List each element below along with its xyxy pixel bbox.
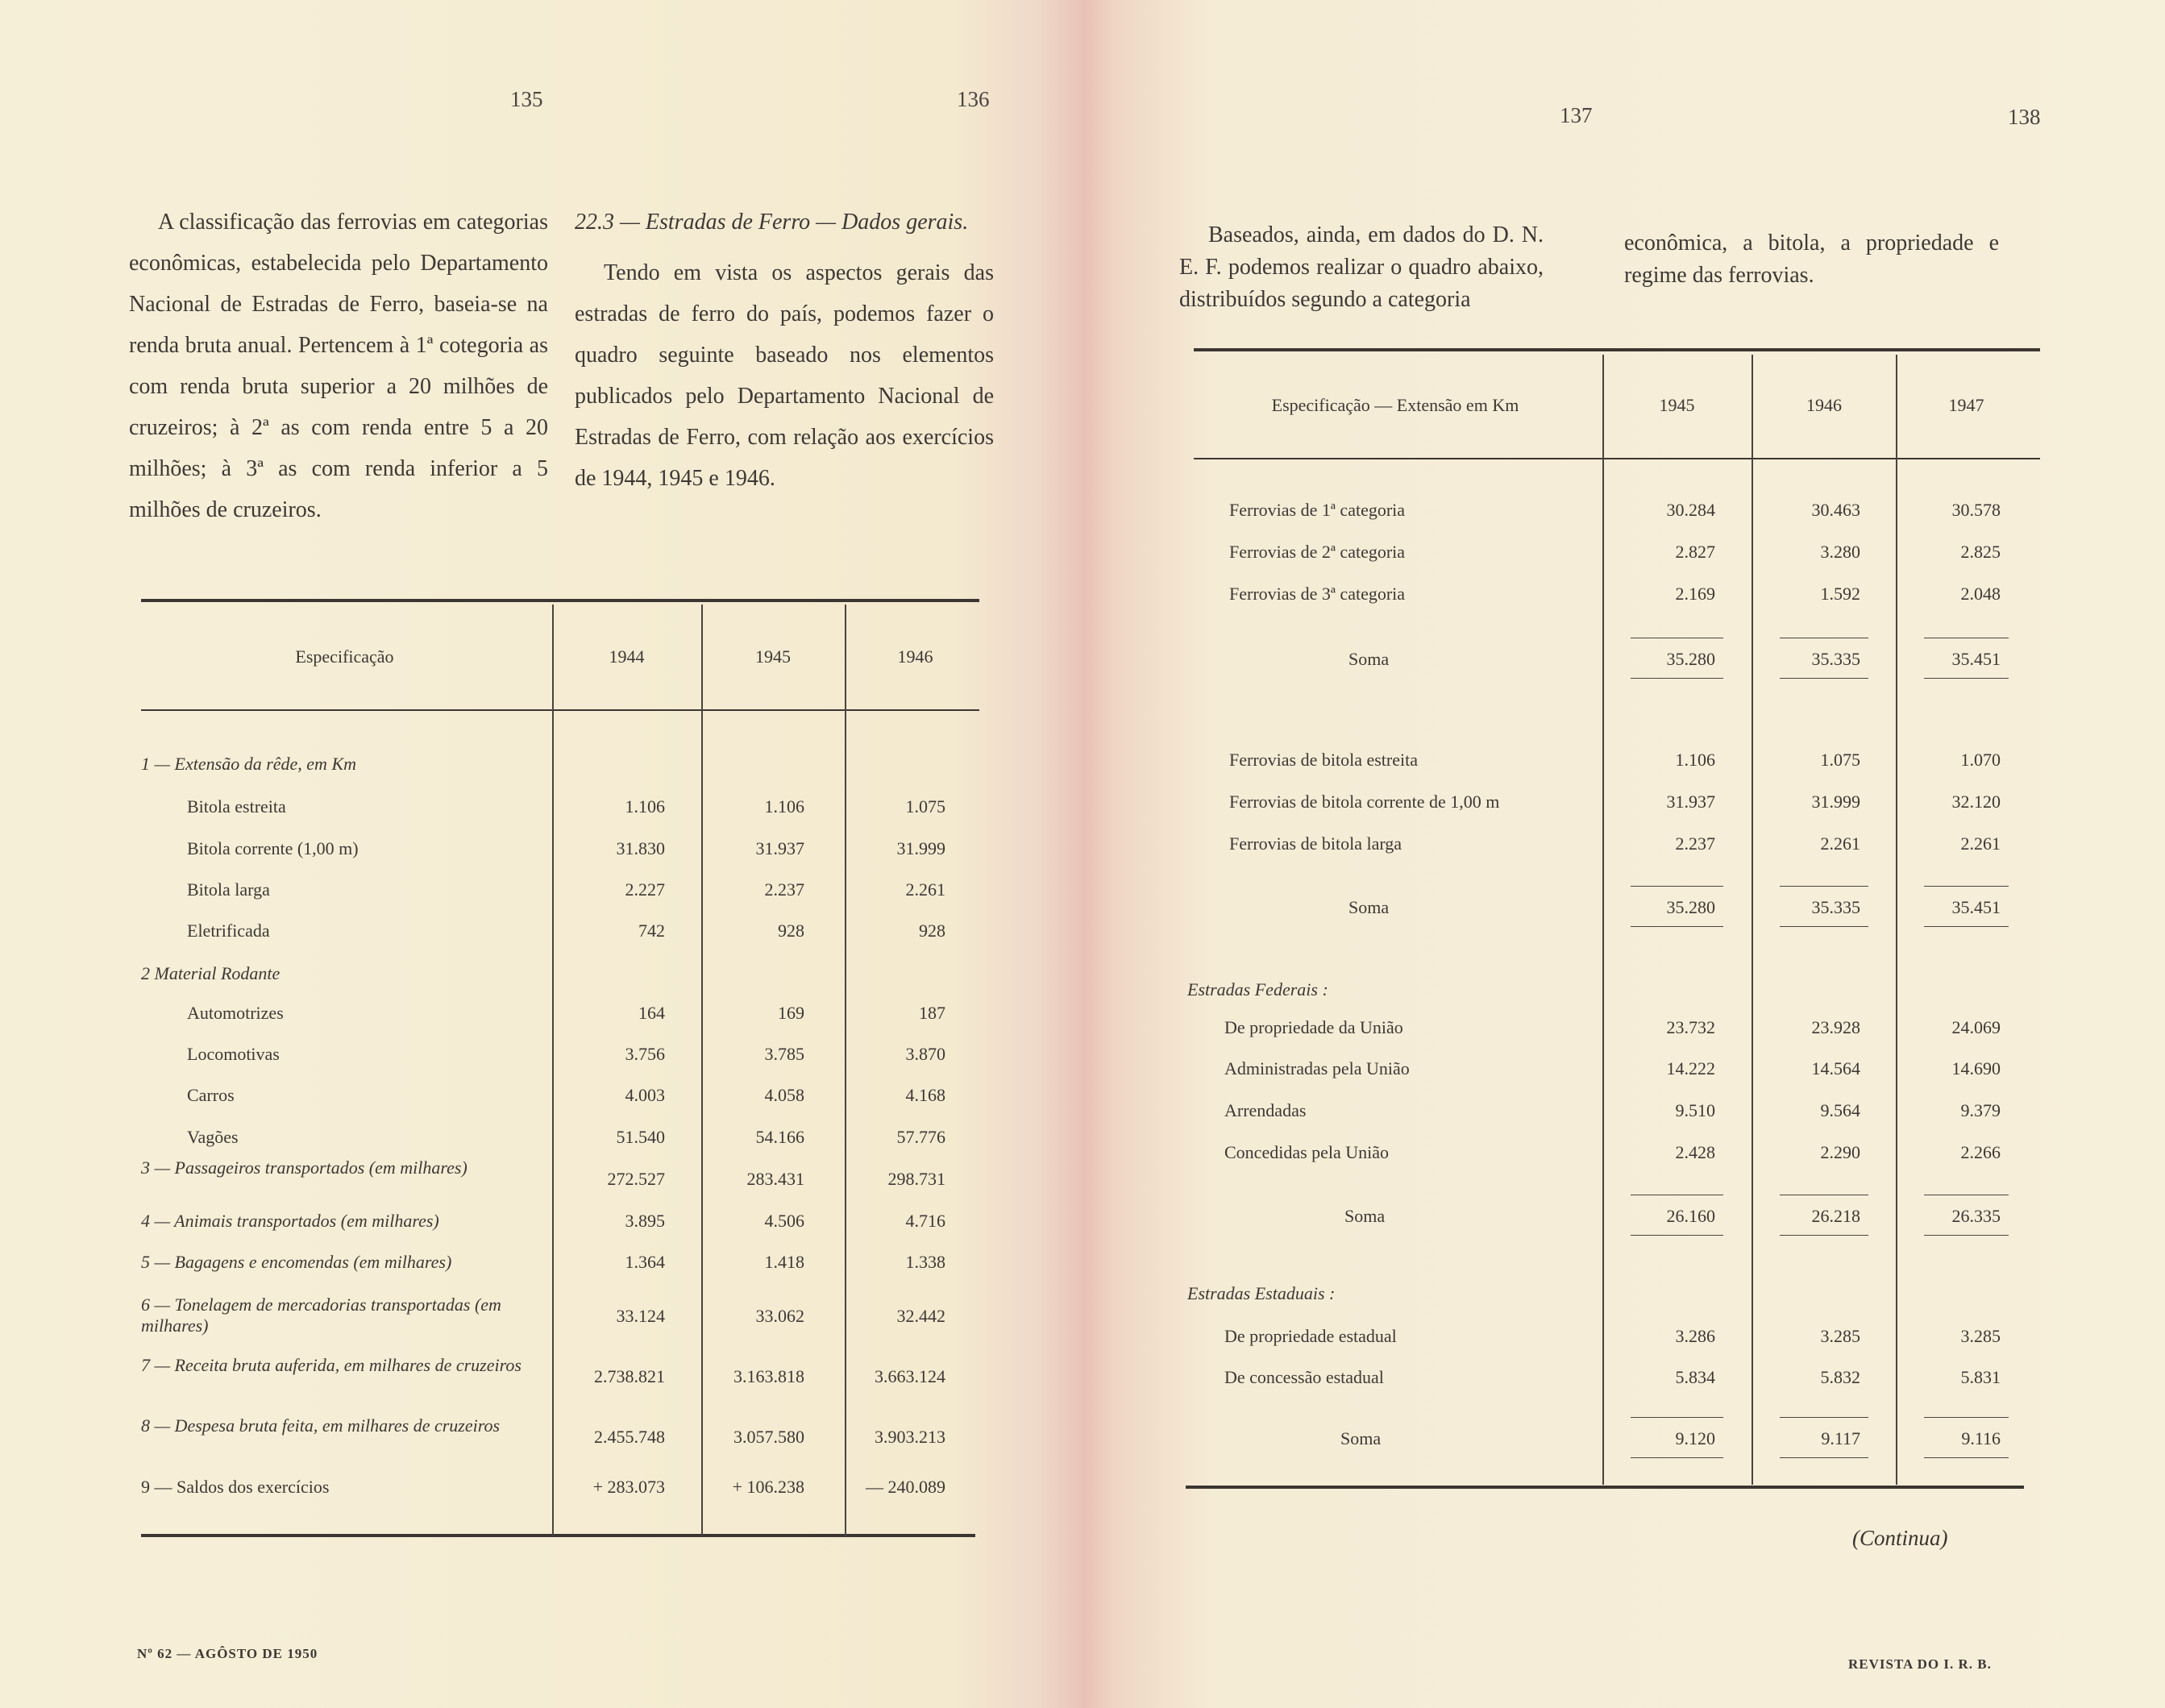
table-cell: 54.166	[755, 1127, 804, 1147]
column-header: 1947	[1948, 395, 1984, 415]
column-header: Especificação	[295, 646, 394, 667]
row-label: Vagões	[187, 1127, 239, 1147]
column-header: 1945	[1659, 395, 1695, 415]
row-label: 5 — Bagagens e encomendas (em milhares)	[141, 1252, 452, 1272]
row-label: Ferrovias de 2ª categoria	[1229, 542, 1406, 562]
table-cell: 31.999	[1811, 792, 1860, 812]
table-cell: 742	[638, 920, 665, 941]
column-header: 1944	[609, 646, 645, 667]
table-cell: 57.776	[896, 1127, 945, 1147]
table-cell: + 106.238	[732, 1477, 804, 1497]
table-cell: 9.510	[1675, 1100, 1715, 1120]
sum-rule	[1780, 926, 1868, 927]
table-rule	[1186, 1486, 2024, 1489]
sum-rule	[1631, 1235, 1723, 1236]
table-cell: 2.266	[1960, 1142, 2001, 1162]
column-header: 1946	[897, 646, 933, 667]
row-label: Eletrificada	[187, 920, 270, 941]
row-label: Bitola corrente (1,00 m)	[187, 838, 359, 858]
sum-cell: 9.120	[1675, 1428, 1715, 1448]
table-cell: 32.120	[1951, 792, 2001, 812]
table-cell: 3.895	[625, 1211, 665, 1231]
table-cell: 1.070	[1960, 750, 2001, 770]
footer: Nº 62 — AGÔSTO DE 1950	[137, 1646, 318, 1661]
table-cell: 33.124	[616, 1306, 665, 1326]
table-cell: 32.442	[896, 1306, 945, 1326]
paragraph: econômica, a bitola, a propriedade e regime das ferrovias.	[1624, 231, 1999, 288]
table-cell: 3.057.580	[733, 1427, 804, 1447]
sum-cell: 9.117	[1821, 1428, 1860, 1448]
sum-cell: 35.451	[1951, 649, 2001, 669]
sum-rule	[1924, 1235, 2009, 1236]
table-cell: 272.527	[607, 1169, 665, 1189]
table-cell: 31.830	[616, 838, 665, 858]
table-cell: 2.455.748	[594, 1427, 665, 1447]
table-cell: 2.261	[905, 879, 945, 900]
table-cell: 2.169	[1675, 584, 1715, 604]
row-label: Bitola estreita	[187, 796, 286, 817]
table-cell: 4.003	[625, 1085, 665, 1105]
table-cell: 30.463	[1811, 500, 1860, 520]
table-cell: 3.285	[1820, 1326, 1860, 1346]
sum-cell: 35.451	[1951, 897, 2001, 917]
table-cell: 3.756	[625, 1044, 665, 1064]
row-label: De propriedade da União	[1224, 1017, 1403, 1037]
table-cell: 1.075	[1820, 750, 1860, 770]
sum-label: Soma	[1348, 897, 1390, 917]
page-number: 137	[1560, 103, 1593, 127]
table-cell: 2.428	[1675, 1142, 1715, 1162]
table-cell: 5.832	[1820, 1367, 1860, 1387]
footer: REVISTA DO I. R. B.	[1848, 1656, 1992, 1672]
table-cell: 14.564	[1811, 1058, 1860, 1078]
table-cell: 169	[778, 1003, 804, 1023]
sum-cell: 26.218	[1811, 1206, 1860, 1226]
left-page	[0, 0, 1082, 1708]
row-label: Arrendadas	[1224, 1100, 1307, 1120]
table-cell: 9.379	[1960, 1100, 2001, 1120]
table-cell: 1.364	[625, 1252, 665, 1272]
table-cell: + 283.073	[592, 1477, 665, 1497]
table-cell: 928	[778, 920, 804, 941]
sum-rule	[1924, 1417, 2009, 1418]
table-cell: 3.286	[1675, 1326, 1715, 1346]
row-label: 8 — Despesa bruta feita, em milhares de cruzeiros	[141, 1415, 501, 1436]
table-cell: 1.592	[1820, 584, 1860, 604]
group-title: Estradas Estaduais :	[1187, 1283, 1336, 1303]
sum-rule	[1631, 1457, 1723, 1458]
table-cell: 4.716	[905, 1211, 945, 1231]
row-label: Carros	[187, 1085, 235, 1105]
table-cell: 30.284	[1666, 500, 1715, 520]
table-cell: 1.106	[625, 796, 665, 817]
row-label: Bitola larga	[187, 879, 270, 900]
table-cell: 2.227	[625, 879, 665, 900]
sum-rule	[1631, 678, 1723, 679]
table-cell: 31.937	[1666, 792, 1715, 812]
sum-rule	[1924, 886, 2009, 887]
sum-rule	[1780, 678, 1868, 679]
paragraph: A classificação das ferrovias em categorias econômicas, estabelecida pelo Departamento Nacional de Estradas de Ferro, baseia-se na renda bruta anual. Pertencem à 1ª cotegoria as com renda bruta superior a 20 milhões de cruzeiros; à 2ª as com renda entre 5 a 20 milhões; à 3ª as com renda inferior a 5 milhões de cruzeiros.	[129, 210, 548, 522]
table-cell: 9.564	[1820, 1100, 1860, 1120]
group-title: Estradas Federais :	[1187, 979, 1328, 999]
row-label: 2 Material Rodante	[141, 963, 280, 983]
sum-rule	[1780, 1235, 1868, 1236]
table-cell: 1.418	[764, 1252, 804, 1272]
table-cell: 31.999	[896, 838, 945, 858]
table-cell: 5.834	[1675, 1367, 1715, 1387]
table-cell: 31.937	[755, 838, 804, 858]
page-number: 135	[510, 87, 543, 111]
table-cell: 4.058	[764, 1085, 804, 1105]
table-cell: 928	[919, 920, 945, 941]
table-cell: 2.827	[1675, 542, 1715, 562]
table-cell: 2.825	[1960, 542, 2001, 562]
row-label: Ferrovias de 3ª categoria	[1229, 584, 1406, 604]
sum-cell: 26.160	[1666, 1206, 1715, 1226]
column-divider	[1896, 355, 1897, 1485]
row-label: Ferrovias de bitola larga	[1229, 833, 1402, 854]
column-divider	[1752, 355, 1753, 1485]
table-cell: 3.870	[905, 1044, 945, 1064]
row-label: 1 — Extensão da rêde, em Km	[141, 754, 357, 774]
table-cell: 1.106	[764, 796, 804, 817]
column-divider	[1602, 355, 1604, 1485]
sum-label: Soma	[1348, 649, 1390, 669]
sum-cell: 35.280	[1666, 649, 1715, 669]
sum-rule	[1780, 1457, 1868, 1458]
text-column	[1624, 227, 1999, 301]
page-number: 136	[957, 87, 990, 111]
table-cell: 5.831	[1960, 1367, 2001, 1387]
column-header: 1945	[755, 646, 791, 667]
table-cell: 30.578	[1951, 500, 2001, 520]
row-label: Concedidas pela União	[1224, 1142, 1390, 1162]
table-cell: 4.506	[764, 1211, 804, 1231]
table-cell: 164	[638, 1003, 665, 1023]
table-cell: 283.431	[746, 1169, 804, 1189]
table-cell: 2.290	[1820, 1142, 1860, 1162]
table-cell: 3.280	[1820, 542, 1860, 562]
column-divider	[552, 605, 554, 1536]
row-label: 6 — Tonelagem de mercadorias transportadas (em milhares)	[141, 1295, 501, 1336]
table-rule	[141, 709, 979, 711]
sum-cell: 26.335	[1951, 1206, 2001, 1226]
table-cell: 4.168	[905, 1085, 945, 1105]
sum-rule	[1780, 1417, 1868, 1418]
sum-label: Soma	[1340, 1428, 1382, 1448]
table-rule	[141, 1534, 975, 1537]
sum-rule	[1924, 1457, 2009, 1458]
page-number: 138	[2008, 105, 2041, 129]
text-column	[129, 202, 548, 540]
sum-rule	[1924, 678, 2009, 679]
table-cell: 14.222	[1666, 1058, 1715, 1078]
table-cell: 3.785	[764, 1044, 804, 1064]
table-cell: 51.540	[616, 1127, 665, 1147]
table-cell: 3.285	[1960, 1326, 2001, 1346]
paragraph: Tendo em vista os aspectos gerais das estradas de ferro do país, podemos fazer o quadro seguinte baseado nos elementos publicados pelo Departamento Nacional de Estradas de Ferro, com relação aos exercícios de 1944, 1945 e 1946.	[575, 260, 994, 491]
row-label: Locomotivas	[187, 1044, 280, 1064]
text-column	[1179, 219, 1544, 326]
sum-rule	[1631, 926, 1723, 927]
column-header: 1946	[1806, 395, 1842, 415]
table-cell: 3.163.818	[733, 1366, 804, 1386]
table-cell: 33.062	[755, 1306, 804, 1326]
row-label: De propriedade estadual	[1224, 1326, 1397, 1346]
table-cell: 23.732	[1666, 1017, 1715, 1037]
table-rule	[1194, 348, 2040, 351]
table-cell: 298.731	[887, 1169, 945, 1189]
sum-cell: 35.335	[1811, 649, 1860, 669]
table-cell: — 240.089	[866, 1477, 945, 1497]
paragraph: Baseados, ainda, em dados do D. N. E. F. podemos realizar o quadro abaixo, distribuídos segundo a categoria	[1179, 222, 1544, 312]
table-cell: 2.237	[1675, 833, 1715, 854]
column-divider	[845, 605, 846, 1536]
table-cell: 23.928	[1811, 1017, 1860, 1037]
sum-cell: 35.335	[1811, 897, 1860, 917]
table-cell: 2.261	[1820, 833, 1860, 854]
table-cell: 14.690	[1951, 1058, 2001, 1078]
row-label: 4 — Animais transportados (em milhares)	[141, 1211, 439, 1231]
table-cell: 3.663.124	[875, 1366, 945, 1386]
table-cell: 3.903.213	[875, 1427, 945, 1447]
table-rule	[141, 599, 979, 602]
table-cell: 2.738.821	[594, 1366, 665, 1386]
row-label: 9 — Saldos dos exercícios	[141, 1477, 330, 1497]
sum-rule	[1631, 1417, 1723, 1418]
row-label: Ferrovias de bitola corrente de 1,00 m	[1229, 792, 1500, 812]
column-header: Especificação — Extensão em Km	[1271, 395, 1519, 415]
sum-label: Soma	[1344, 1206, 1386, 1226]
sum-cell: 35.280	[1666, 897, 1715, 917]
row-label: De concessão estadual	[1224, 1367, 1384, 1387]
row-label: 3 — Passageiros transportados (em milhares)	[141, 1157, 467, 1178]
table-cell: 2.237	[764, 879, 804, 900]
sum-rule	[1924, 926, 2009, 927]
table-cell: 1.075	[905, 796, 945, 817]
table-cell: 1.106	[1675, 750, 1715, 770]
row-label: Administradas pela União	[1224, 1058, 1410, 1078]
sum-rule	[1780, 886, 1868, 887]
sum-rule	[1631, 886, 1723, 887]
row-label: Automotrizes	[187, 1003, 284, 1023]
column-divider	[701, 605, 703, 1536]
right-page	[1082, 0, 2165, 1708]
table-cell: 2.048	[1960, 584, 2001, 604]
row-label: Ferrovias de bitola estreita	[1229, 750, 1418, 770]
table-cell: 2.261	[1960, 833, 2001, 854]
table-cell: 187	[919, 1003, 945, 1023]
sum-cell: 9.116	[1961, 1428, 2001, 1448]
table-cell: 1.338	[905, 1252, 945, 1272]
section-heading: 22.3 — Estradas de Ferro — Dados gerais.	[575, 210, 969, 235]
continua-note: (Continua)	[1852, 1526, 1948, 1550]
row-label: Ferrovias de 1ª categoria	[1229, 500, 1406, 520]
table-rule	[1194, 458, 2040, 459]
table-cell: 24.069	[1951, 1017, 2001, 1037]
text-column	[575, 202, 994, 509]
row-label: 7 — Receita bruta auferida, em milhares de cruzeiros	[141, 1355, 522, 1375]
